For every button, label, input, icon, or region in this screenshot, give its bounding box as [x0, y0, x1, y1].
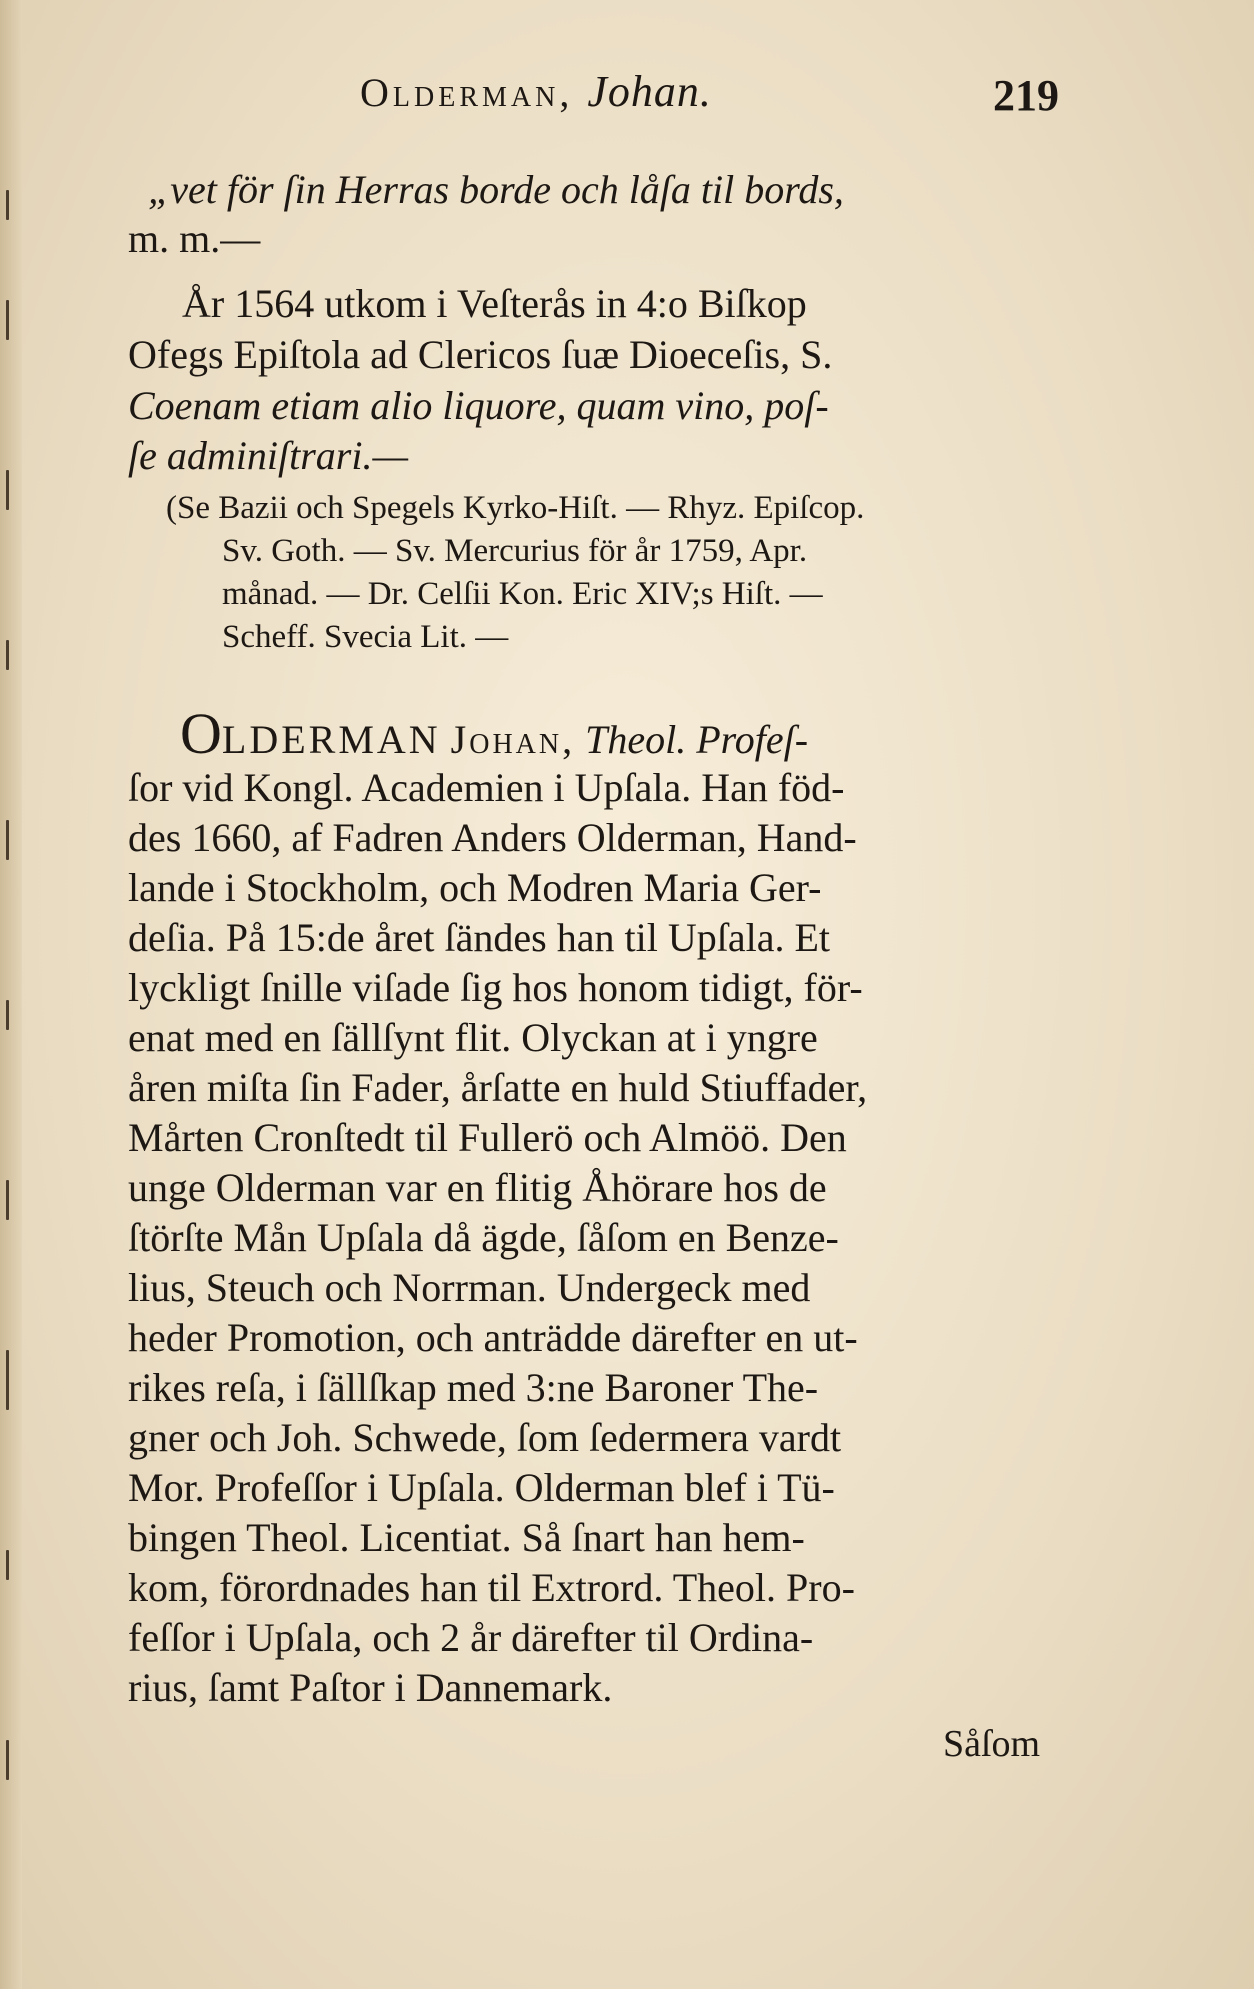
text-line: lius, Steuch och Norrman. Undergeck med	[128, 1265, 811, 1310]
entry-surname: LDERMAN	[221, 717, 441, 762]
header-surname: Olderman,	[360, 70, 574, 115]
text-line: rikes reſa, i ſällſkap med 3:ne Baroner The-	[128, 1365, 819, 1410]
note-line: Scheff. Svecia Lit. —	[222, 619, 509, 655]
note-line: (Se Bazii och Spegels Kyrko-Hiſt. — Rhyz. Epiſcop.	[166, 490, 865, 526]
catchword: Såſom	[943, 1723, 1041, 1765]
text-line: bingen Theol. Licentiat. Så ſnart han hem-	[128, 1515, 805, 1560]
page-number: 219	[993, 71, 1059, 120]
text-line: Mårten Cronſtedt til Fullerö och Almöö. Den	[128, 1115, 847, 1160]
text-line: lande i Stockholm, och Modren Maria Ger-	[128, 865, 822, 910]
gutter-mark	[6, 1740, 9, 1780]
text-line: feſſor i Upſala, och 2 år därefter til Ordina-	[128, 1615, 814, 1660]
page-gutter	[0, 0, 22, 1989]
text-line: deſia. På 15:de året ſändes han til Upſala. Et	[128, 915, 830, 960]
gutter-mark	[6, 1000, 9, 1030]
text-line: Ofegs Epiſtola ad Clericos ſuæ Dioeceſis, S.	[128, 332, 833, 377]
text-line: rius, ſamt Paſtor i Dannemark.	[128, 1665, 613, 1710]
text-line: ſe adminiſtrari.—	[128, 433, 409, 478]
gutter-mark	[6, 190, 9, 220]
text-line: des 1660, af Fadren Anders Olderman, Hand-	[128, 815, 857, 860]
gutter-mark	[6, 640, 9, 670]
text-line: ſor vid Kongl. Academien i Upſala. Han föd-	[128, 765, 845, 810]
text-line: kom, förordnades han til Extrord. Theol. Pro-	[128, 1565, 855, 1610]
entry-title: Theol. Profeſ-	[585, 717, 809, 762]
text-line: lyckligt ſnille viſade ſig hos honom tidigt, för-	[128, 965, 863, 1010]
text-line: ſtörſte Mån Upſala då ägde, ſåſom en Benze-	[128, 1215, 839, 1260]
text-line: heder Promotion, och anträdde därefter en ut-	[128, 1315, 858, 1360]
text-line: enat med en ſällſynt flit. Olyckan at i yngre	[128, 1015, 818, 1060]
text-line: Mor. Profeſſor i Upſala. Olderman blef i Tü-	[128, 1465, 835, 1510]
gutter-mark	[6, 1350, 9, 1410]
text-line: gner och Joh. Schwede, ſom ſedermera vardt	[128, 1415, 842, 1460]
header-firstname: Johan.	[587, 67, 712, 116]
note-line: Sv. Goth. — Sv. Mercurius för år 1759, Apr.	[222, 533, 808, 569]
entry-firstname: Johan,	[450, 717, 576, 762]
note-line: månad. — Dr. Celſii Kon. Eric XIV;s Hiſt. —	[222, 576, 823, 612]
gutter-mark	[6, 300, 9, 340]
entry-initial: O	[180, 701, 222, 766]
gutter-mark	[6, 820, 9, 860]
text-line: Coenam etiam alio liquore, quam vino, poſ-	[128, 383, 829, 428]
gutter-mark	[6, 1550, 9, 1580]
gutter-mark	[6, 1180, 9, 1220]
text-line: åren miſta ſin Fader, årſatte en huld Stiuffader,	[128, 1065, 868, 1110]
text-line: År 1564 utkom i Veſterås in 4:o Biſkop	[182, 281, 807, 326]
text-line: unge Olderman var en flitig Åhörare hos de	[128, 1165, 827, 1210]
text-line: m. m.—	[128, 216, 261, 261]
text-line: „vet för ſin Herras borde och låſa til bords,	[148, 167, 844, 212]
gutter-mark	[6, 470, 9, 510]
entry-heading	[180, 700, 808, 767]
running-header	[360, 66, 712, 117]
